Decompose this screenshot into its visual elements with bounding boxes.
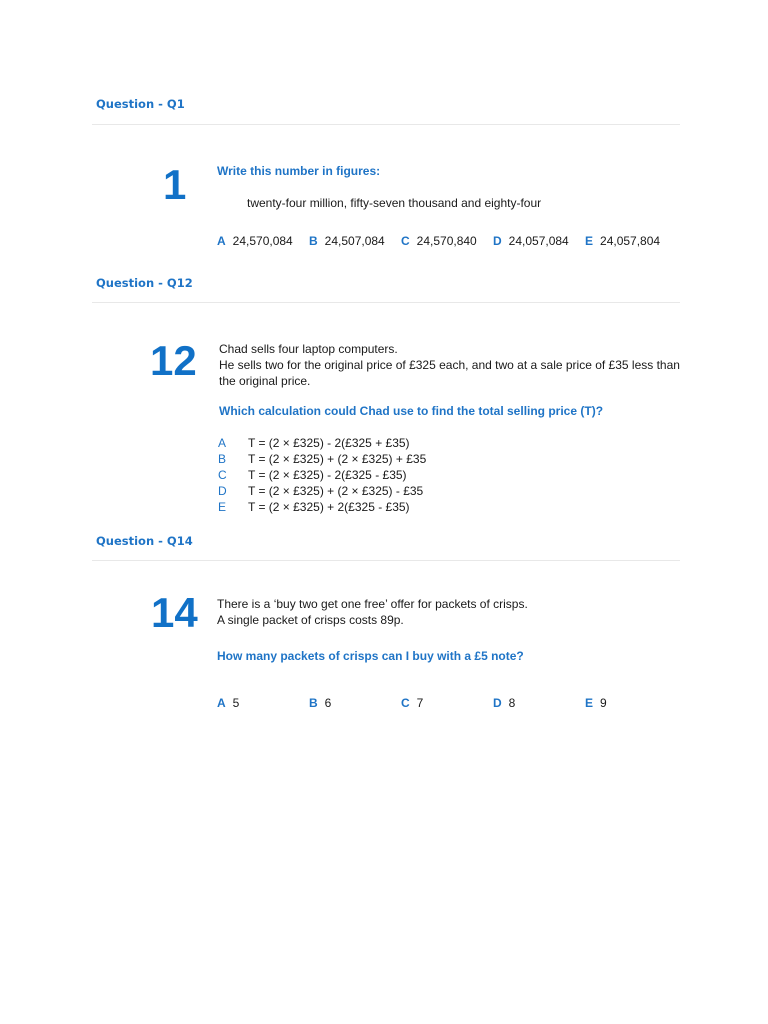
option-value: T = (2 × £325) - 2(£325 + £35) [248,436,410,450]
option-e [585,696,607,710]
divider [92,560,680,561]
option-letter: B [309,234,318,248]
option-a [217,234,293,248]
section-header-q14: Question - Q14 [96,534,193,548]
option-b [309,696,331,710]
option-c [401,696,423,710]
question-text-line: A single packet of crisps costs 89p. [217,613,404,627]
option-value: 9 [600,696,607,710]
option-e [585,234,660,248]
section-header-q12: Question - Q12 [96,276,193,290]
option-letter: B [309,696,318,710]
option-c [401,234,477,248]
option-value: T = (2 × £325) - 2(£325 - £35) [248,468,407,482]
question-number: 12 [150,337,197,384]
option-value: 6 [324,696,332,710]
option-value: 24,507,084 [324,234,385,248]
question-number: 14 [151,589,198,636]
option-value: T = (2 × £325) + (2 × £325) - £35 [248,484,424,498]
option-letter: A [217,234,226,248]
section-header-q1: Question - Q1 [96,97,185,111]
option-letter: A [218,436,227,450]
question-text-line: Chad sells four laptop computers. [219,342,398,356]
question-text-line: the original price. [219,374,311,388]
option-value: 8 [508,696,516,710]
question-prompt: Which calculation could Chad use to find the total selling price (T)? [219,404,604,418]
option-letter: C [401,696,410,710]
option-value: 7 [416,696,424,710]
option-value: 24,570,084 [232,234,293,248]
option-letter: D [218,484,227,498]
option-value: T = (2 × £325) + (2 × £325) + £35 [248,452,427,466]
question-number: 1 [163,161,187,208]
question-instruction: Write this number in figures: [217,164,381,178]
question-text-line: There is a ‘buy two get one free’ offer for packets of crisps. [217,597,528,611]
option-letter: E [218,500,227,514]
option-d [493,696,515,710]
divider [92,302,680,303]
option-value: 24,057,804 [600,234,661,248]
question-prompt: twenty-four million, fifty-seven thousand and eighty-four [247,196,542,210]
option-letter: D [493,696,502,710]
option-d [493,234,569,248]
option-b [309,234,385,248]
option-letter: A [217,696,226,710]
question-prompt: How many packets of crisps can I buy with a £5 note? [217,649,524,663]
option-value: 24,570,840 [416,234,477,248]
option-value: T = (2 × £325) + 2(£325 - £35) [248,500,410,514]
option-a [217,696,239,710]
option-letter: D [493,234,502,248]
option-letter: B [218,452,227,466]
option-value: 5 [232,696,240,710]
option-letter: C [401,234,410,248]
question-text-line: He sells two for the original price of £325 each, and two at a sale price of £35 less than [219,358,680,372]
divider [92,124,680,125]
option-letter: C [218,468,227,482]
option-letter: E [585,234,594,248]
option-letter: E [585,696,594,710]
option-value: 24,057,084 [508,234,569,248]
